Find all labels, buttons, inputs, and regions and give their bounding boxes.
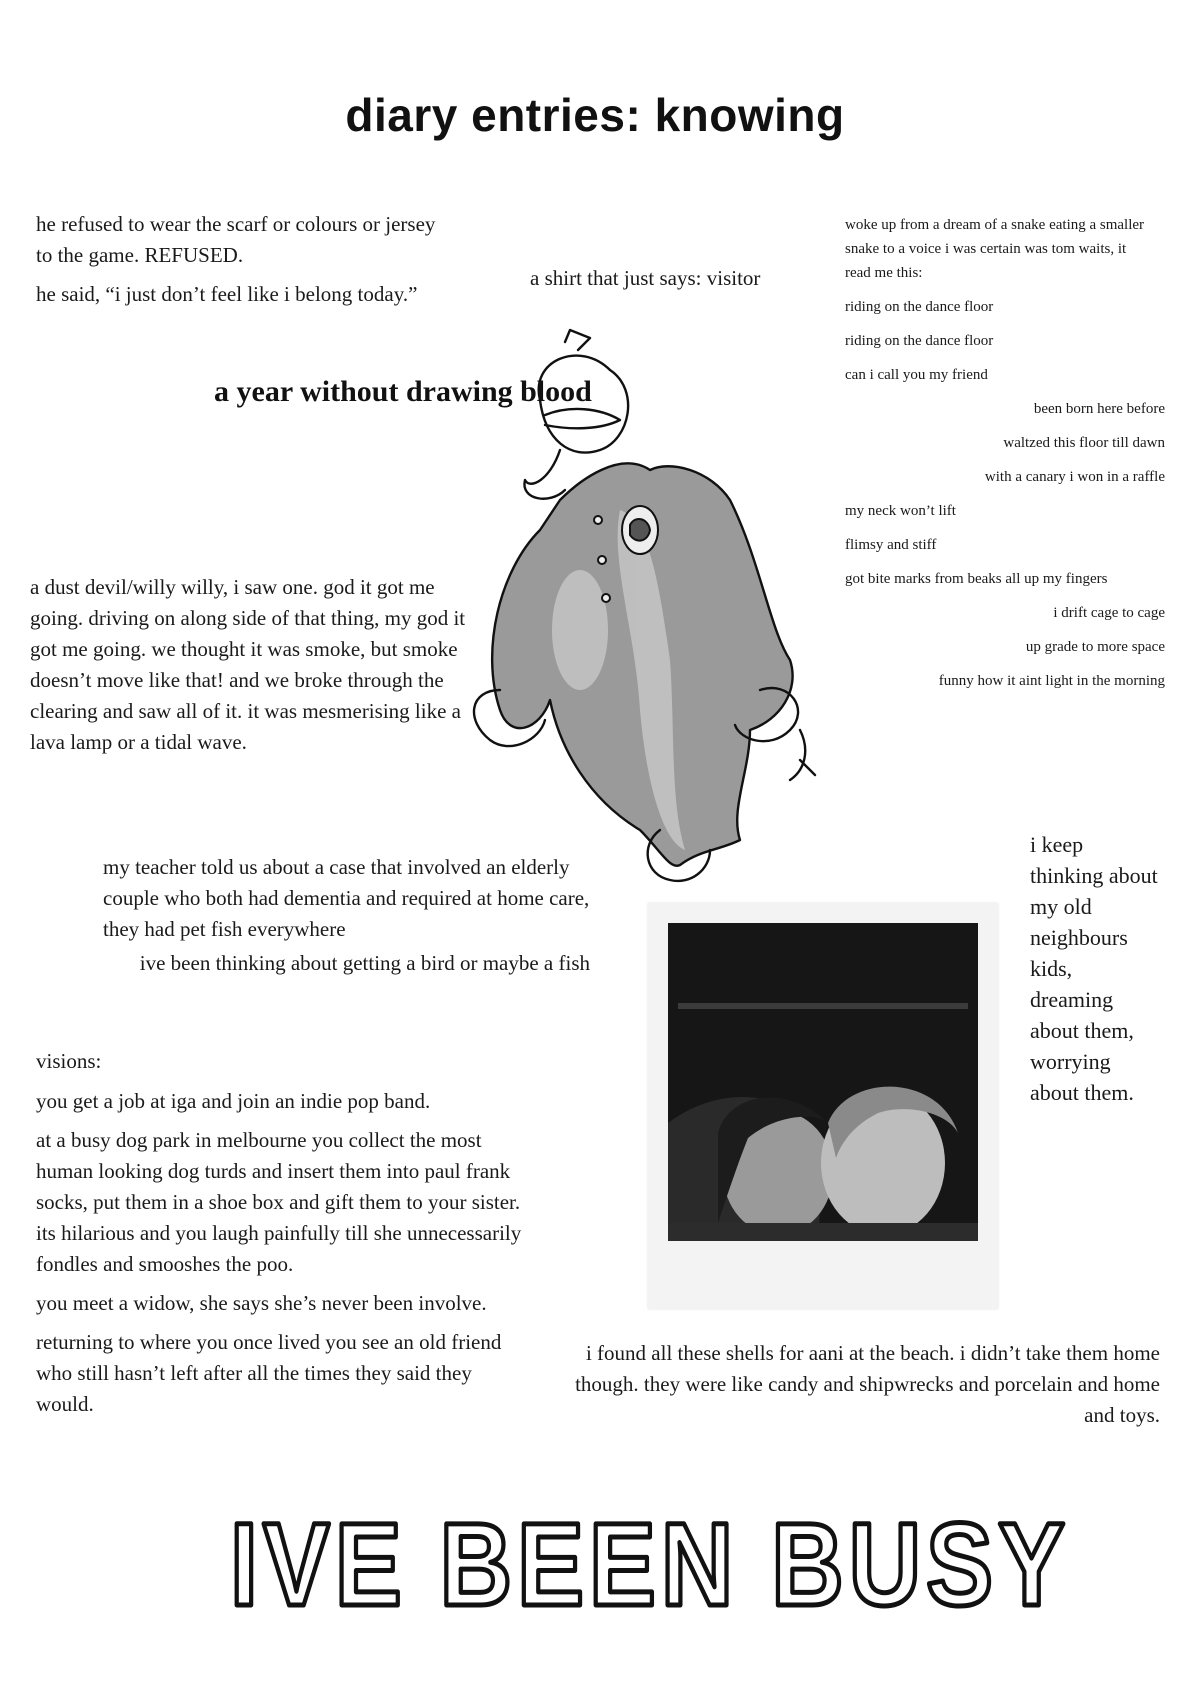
poem-line: been born here before — [1033, 401, 1165, 417]
dream-poem — [845, 290, 1165, 698]
page-title: diary entries: knowing — [345, 89, 845, 141]
entry-teacher: my teacher told us about a case that involved an elderly couple who both had dementia and required at home care, they had pet fish everywhere — [103, 855, 590, 941]
poem-line: flimsy and stiff — [845, 537, 937, 553]
poem-line: my neck won’t lift — [845, 503, 956, 519]
entry-shells: i found all these shells for aani at the beach. i didn’t take them home though. they were like candy and shipwrecks and porcelain and home and toys. — [575, 1341, 1160, 1427]
vision-item: you meet a widow, she says she’s never been involve. — [36, 1291, 487, 1315]
poem-line: with a canary i won in a raffle — [984, 469, 1165, 485]
photo-image — [668, 923, 978, 1241]
entry-dust-devil: a dust devil/willy willy, i saw one. god it got me going. driving on along side of that thing, my god it got me going. we thought it was smoke, but smoke doesn’t move like that! and we broke through the clearing and saw all of it. it was mesmerising like a lava lamp or a tidal wave. — [30, 575, 466, 754]
entry-scarf-line1: he refused to wear the scarf or colours or jersey to the game. REFUSED. — [36, 212, 436, 267]
poem-line: riding on the dance floor — [845, 333, 994, 349]
busy-lettering: IVE BEEN BUSY — [230, 1499, 1070, 1631]
visions-list — [36, 1046, 526, 1428]
entry-neighbours: i keep thinking about my old neighbours kids, dreaming about them, worrying about them. — [1030, 832, 1158, 1105]
vision-item: you get a job at iga and join an indie pop band. — [36, 1089, 431, 1113]
dream-intro: woke up from a dream of a snake eating a smaller snake to a voice i was certain was tom waits, it read me this: — [845, 217, 1145, 281]
hand-lettered-title — [230, 1480, 1090, 1640]
poem-line: can i call you my friend — [845, 367, 988, 383]
poem-line: i drift cage to cage — [1053, 605, 1165, 621]
entry-bird: ive been thinking about getting a bird or maybe a fish — [139, 951, 590, 975]
ink-creature-drawing — [470, 330, 870, 890]
vision-item: returning to where you once lived you see an old friend who still hasn’t left after all the times they said they would. — [36, 1330, 502, 1416]
entry-scarf — [36, 209, 456, 318]
entry-shirt: a shirt that just says: visitor — [530, 266, 761, 290]
poem-line: funny how it aint light in the morning — [938, 673, 1165, 689]
subhead-drawing-blood: a year without drawing blood — [214, 375, 592, 408]
poem-line: waltzed this floor till dawn — [1003, 435, 1165, 451]
visions-heading: visions: — [36, 1049, 102, 1073]
poem-line: riding on the dance floor — [845, 299, 994, 315]
entry-scarf-line2: he said, “i just don’t feel like i belong today.” — [36, 282, 418, 306]
vision-item: at a busy dog park in melbourne you collect the most human looking dog turds and insert them into paul frank socks, put them in a shoe box and gift them to your sister. its hilarious and you laugh painfully till she unnecessarily fondles and smooshes the poo. — [36, 1128, 522, 1276]
polaroid-photo — [648, 903, 998, 1309]
poem-line: got bite marks from beaks all up my fingers — [845, 571, 1108, 587]
photo-scene — [668, 923, 978, 1241]
poem-line: up grade to more space — [1025, 639, 1165, 655]
